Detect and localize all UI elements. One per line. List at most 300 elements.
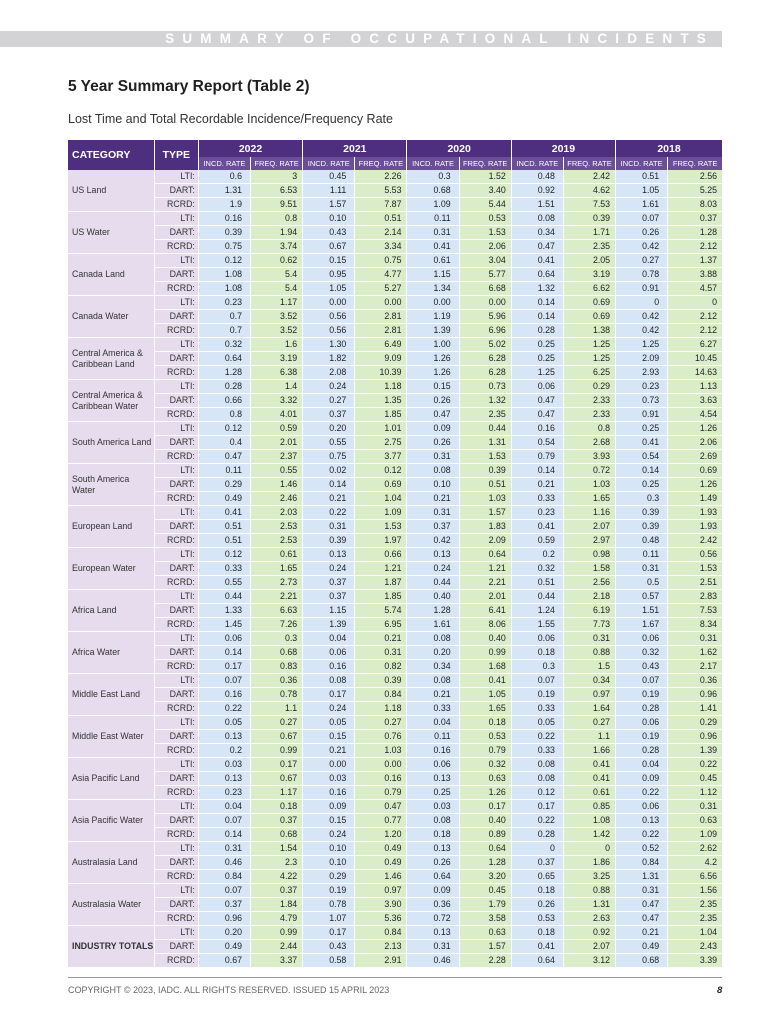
freq-rate-cell: 2.62 — [668, 842, 722, 856]
incd-rate-cell: 0.16 — [303, 786, 355, 800]
type-label: DART: — [154, 226, 198, 240]
freq-rate-cell: 0.99 — [459, 646, 511, 660]
table-row — [68, 296, 722, 310]
table-row — [68, 632, 722, 646]
freq-rate-cell: 1.65 — [563, 492, 615, 506]
freq-rate-cell: 0.67 — [251, 730, 303, 744]
freq-rate-cell: 0.84 — [355, 926, 407, 940]
freq-rate-cell: 0.22 — [668, 758, 722, 772]
freq-rate-cell: 4.01 — [251, 408, 303, 422]
table-row — [68, 618, 722, 632]
incd-rate-cell: 1.28 — [407, 604, 459, 618]
freq-rate-cell: 0.96 — [668, 688, 722, 702]
freq-rate-cell: 1.65 — [251, 562, 303, 576]
freq-rate-cell: 0.47 — [355, 800, 407, 814]
section-banner-text: SUMMARY OF OCCUPATIONAL INCIDENTS — [165, 31, 714, 46]
incd-rate-cell: 0.26 — [407, 436, 459, 450]
freq-rate-cell: 5.02 — [459, 338, 511, 352]
table-row — [68, 604, 722, 618]
freq-rate-cell: 1.5 — [563, 660, 615, 674]
freq-rate-cell: 0.53 — [459, 730, 511, 744]
incd-rate-cell: 0.09 — [303, 800, 355, 814]
freq-rate-cell: 0.00 — [355, 758, 407, 772]
category-label: Central America & Caribbean Land — [68, 338, 154, 380]
incd-rate-cell: 0.3 — [616, 492, 668, 506]
freq-rate-cell: 1.31 — [563, 898, 615, 912]
incd-rate-cell: 1.51 — [511, 198, 563, 212]
type-label: RCRD: — [154, 618, 198, 632]
incd-rate-cell: 0.7 — [198, 310, 250, 324]
incd-rate-cell: 0.14 — [303, 478, 355, 492]
incd-rate-cell: 0.15 — [303, 730, 355, 744]
incd-rate-cell: 0.22 — [616, 828, 668, 842]
incd-rate-cell: 0.18 — [511, 884, 563, 898]
freq-rate-cell: 1.58 — [563, 562, 615, 576]
table-row — [68, 730, 722, 744]
freq-rate-cell: 0.77 — [355, 814, 407, 828]
freq-rate-cell: 1.6 — [251, 338, 303, 352]
freq-rate-cell: 3.37 — [251, 954, 303, 968]
type-label: DART: — [154, 688, 198, 702]
freq-rate-cell: 0.78 — [251, 688, 303, 702]
freq-rate-cell: 3.63 — [668, 394, 722, 408]
incd-rate-cell: 0.14 — [511, 464, 563, 478]
freq-rate-cell: 0.37 — [251, 884, 303, 898]
incd-rate-cell: 0.17 — [198, 660, 250, 674]
incd-rate-cell: 2.08 — [303, 366, 355, 380]
freq-rate-cell: 1.03 — [355, 744, 407, 758]
freq-rate-cell: 1.25 — [563, 352, 615, 366]
freq-rate-cell: 0.82 — [355, 660, 407, 674]
freq-rate-cell: 0.56 — [668, 548, 722, 562]
incd-rate-cell: 0.10 — [303, 856, 355, 870]
incd-rate-cell: 0.26 — [511, 898, 563, 912]
incd-rate-cell: 1.45 — [198, 618, 250, 632]
incd-rate-cell: 0.00 — [303, 296, 355, 310]
freq-rate-cell: 0.63 — [459, 772, 511, 786]
incd-rate-cell: 0.47 — [511, 408, 563, 422]
freq-rate-cell: 1.94 — [251, 226, 303, 240]
freq-rate-cell: 2.37 — [251, 450, 303, 464]
freq-rate-header: FREQ. RATE — [459, 157, 511, 170]
page-subtitle: Lost Time and Total Recordable Incidence/Frequency Rate — [68, 112, 393, 126]
incd-rate-cell: 0.03 — [198, 758, 250, 772]
incd-rate-cell: 0.56 — [303, 324, 355, 338]
table-row — [68, 744, 722, 758]
incd-rate-cell: 0.19 — [616, 730, 668, 744]
type-label: RCRD: — [154, 744, 198, 758]
freq-rate-cell: 6.62 — [563, 282, 615, 296]
freq-rate-cell: 1.13 — [668, 380, 722, 394]
freq-rate-cell: 0.88 — [563, 646, 615, 660]
incd-rate-cell: 1.09 — [407, 198, 459, 212]
freq-rate-cell: 2.13 — [355, 940, 407, 954]
freq-rate-cell: 1.37 — [668, 254, 722, 268]
incd-rate-cell: 0.44 — [511, 590, 563, 604]
incd-rate-cell: 0.22 — [198, 702, 250, 716]
table-body — [68, 170, 722, 968]
incd-rate-cell: 0.31 — [616, 562, 668, 576]
freq-rate-cell: 1.03 — [563, 478, 615, 492]
freq-rate-cell: 0.31 — [668, 800, 722, 814]
freq-rate-cell: 0.45 — [459, 884, 511, 898]
freq-rate-cell: 0.73 — [459, 380, 511, 394]
incd-rate-cell: 0.06 — [616, 716, 668, 730]
type-label: LTI: — [154, 170, 198, 184]
type-label: LTI: — [154, 590, 198, 604]
table-row — [68, 870, 722, 884]
incd-rate-cell: 0.64 — [511, 268, 563, 282]
freq-rate-cell: 0.44 — [459, 422, 511, 436]
type-label: DART: — [154, 268, 198, 282]
freq-rate-cell: 0 — [563, 842, 615, 856]
category-label: Asia Pacific Land — [68, 758, 154, 800]
freq-rate-cell: 3.40 — [459, 184, 511, 198]
incd-rate-cell: 0.49 — [198, 492, 250, 506]
incd-rate-cell: 1.39 — [407, 324, 459, 338]
freq-rate-cell: 0.8 — [563, 422, 615, 436]
incd-rate-cell: 0.95 — [303, 268, 355, 282]
table-row — [68, 898, 722, 912]
incd-rate-cell: 0.6 — [198, 170, 250, 184]
table-row — [68, 450, 722, 464]
freq-rate-cell: 0.34 — [563, 674, 615, 688]
freq-rate-header: FREQ. RATE — [251, 157, 303, 170]
freq-rate-cell: 3.88 — [668, 268, 722, 282]
incd-rate-cell: 0.05 — [303, 716, 355, 730]
freq-rate-cell: 1.17 — [251, 786, 303, 800]
incd-rate-cell: 0.18 — [511, 646, 563, 660]
incd-rate-cell: 1.07 — [303, 912, 355, 926]
type-label: RCRD: — [154, 786, 198, 800]
freq-rate-cell: 0.59 — [251, 422, 303, 436]
footer-divider — [68, 977, 722, 978]
incd-rate-cell: 0.25 — [616, 478, 668, 492]
incd-rate-cell: 1.24 — [511, 604, 563, 618]
freq-rate-cell: 3.04 — [459, 254, 511, 268]
incd-rate-cell: 1.19 — [407, 310, 459, 324]
incd-rate-cell: 0.19 — [511, 688, 563, 702]
incd-rate-cell: 0.16 — [198, 212, 250, 226]
incd-rate-cell: 0.64 — [198, 352, 250, 366]
incd-rate-cell: 0.51 — [198, 534, 250, 548]
freq-rate-cell: 4.57 — [668, 282, 722, 296]
freq-rate-cell: 0.96 — [668, 730, 722, 744]
incd-rate-cell: 0.61 — [407, 254, 459, 268]
freq-rate-cell: 0.72 — [563, 464, 615, 478]
incd-rate-cell: 0.18 — [511, 926, 563, 940]
incd-rate-cell: 0.39 — [616, 520, 668, 534]
freq-rate-cell: 0.12 — [355, 464, 407, 478]
freq-rate-cell: 6.95 — [355, 618, 407, 632]
freq-rate-cell: 3.34 — [355, 240, 407, 254]
incd-rate-cell: 0.34 — [407, 660, 459, 674]
incd-rate-cell: 0.10 — [303, 212, 355, 226]
incd-rate-cell: 0.21 — [616, 926, 668, 940]
type-label: RCRD: — [154, 870, 198, 884]
freq-rate-cell: 5.27 — [355, 282, 407, 296]
freq-rate-cell: 1.53 — [668, 562, 722, 576]
freq-rate-cell: 1.26 — [668, 478, 722, 492]
incd-rate-cell: 0.32 — [616, 646, 668, 660]
incd-rate-cell: 1.33 — [198, 604, 250, 618]
incd-rate-cell: 0.31 — [616, 884, 668, 898]
type-label: LTI: — [154, 884, 198, 898]
incd-rate-header: INCD. RATE — [407, 157, 459, 170]
freq-rate-cell: 0.29 — [668, 716, 722, 730]
type-label: LTI: — [154, 338, 198, 352]
incd-rate-cell: 0.55 — [198, 576, 250, 590]
incd-rate-cell: 0.72 — [407, 912, 459, 926]
freq-rate-cell: 0.18 — [459, 716, 511, 730]
incd-rate-cell: 0.12 — [198, 422, 250, 436]
freq-rate-cell: 0.97 — [355, 884, 407, 898]
incd-rate-cell: 0.33 — [511, 744, 563, 758]
table-row — [68, 436, 722, 450]
incd-rate-cell: 0.41 — [407, 240, 459, 254]
incd-rate-cell: 0.06 — [511, 632, 563, 646]
incd-rate-cell: 0.13 — [407, 842, 459, 856]
year-header: 2020 — [407, 140, 511, 157]
freq-rate-cell: 2.09 — [459, 534, 511, 548]
freq-rate-cell: 1.38 — [563, 324, 615, 338]
incd-rate-cell: 0.91 — [616, 408, 668, 422]
incd-rate-cell: 0.08 — [303, 674, 355, 688]
type-label: LTI: — [154, 422, 198, 436]
freq-rate-cell: 2.01 — [459, 590, 511, 604]
incd-rate-cell: 0.51 — [198, 520, 250, 534]
table-row — [68, 562, 722, 576]
incd-rate-cell: 0.10 — [407, 478, 459, 492]
incd-rate-cell: 0.06 — [303, 646, 355, 660]
freq-rate-cell: 1.26 — [459, 786, 511, 800]
freq-rate-cell: 0.68 — [251, 828, 303, 842]
incd-rate-cell: 0.73 — [616, 394, 668, 408]
category-label: European Land — [68, 506, 154, 548]
incd-rate-cell: 0.28 — [616, 744, 668, 758]
table-row — [68, 716, 722, 730]
incd-rate-cell: 0.96 — [198, 912, 250, 926]
incd-rate-cell: 0.68 — [616, 954, 668, 968]
incd-rate-cell: 0.31 — [407, 226, 459, 240]
freq-rate-cell: 0.17 — [251, 758, 303, 772]
table-row — [68, 828, 722, 842]
year-header: 2022 — [198, 140, 302, 157]
freq-rate-cell: 1.85 — [355, 408, 407, 422]
freq-rate-cell: 1.52 — [459, 170, 511, 184]
table-row — [68, 786, 722, 800]
freq-rate-cell: 3.58 — [459, 912, 511, 926]
table-row — [68, 954, 722, 968]
incd-rate-cell: 0.17 — [511, 800, 563, 814]
incd-rate-cell: 0.37 — [303, 576, 355, 590]
freq-rate-cell: 9.51 — [251, 198, 303, 212]
freq-rate-cell: 0.68 — [251, 646, 303, 660]
freq-rate-cell: 0.66 — [355, 548, 407, 562]
type-label: LTI: — [154, 926, 198, 940]
type-header: TYPE — [154, 140, 198, 170]
incd-rate-cell: 0.39 — [303, 534, 355, 548]
table-row — [68, 478, 722, 492]
incd-rate-cell: 1.32 — [511, 282, 563, 296]
incd-rate-cell: 0.07 — [616, 212, 668, 226]
table-row — [68, 170, 722, 184]
incd-rate-cell: 0.16 — [511, 422, 563, 436]
incd-rate-cell: 0.31 — [198, 842, 250, 856]
freq-rate-cell: 3.19 — [563, 268, 615, 282]
incd-rate-cell: 0.09 — [616, 772, 668, 786]
incd-rate-cell: 0.26 — [407, 394, 459, 408]
incd-rate-cell: 0.19 — [303, 884, 355, 898]
incd-rate-cell: 0.14 — [616, 464, 668, 478]
freq-rate-cell: 2.81 — [355, 324, 407, 338]
table-row — [68, 940, 722, 954]
freq-rate-cell: 0.99 — [251, 926, 303, 940]
table-row — [68, 548, 722, 562]
incd-rate-cell: 0.24 — [407, 562, 459, 576]
incd-rate-cell: 2.09 — [616, 352, 668, 366]
incd-rate-cell: 1.82 — [303, 352, 355, 366]
table-row — [68, 534, 722, 548]
freq-rate-cell: 0.41 — [563, 758, 615, 772]
freq-rate-cell: 6.27 — [668, 338, 722, 352]
table-row — [68, 492, 722, 506]
incd-rate-cell: 0.79 — [511, 450, 563, 464]
incd-rate-cell: 0.41 — [511, 520, 563, 534]
type-label: RCRD: — [154, 366, 198, 380]
freq-rate-cell: 1.85 — [355, 590, 407, 604]
freq-rate-cell: 2.91 — [355, 954, 407, 968]
table-row — [68, 184, 722, 198]
page-number: 8 — [717, 985, 723, 996]
incd-rate-cell: 0.25 — [407, 786, 459, 800]
type-label: DART: — [154, 478, 198, 492]
freq-rate-cell: 1.35 — [355, 394, 407, 408]
freq-rate-cell: 2.28 — [459, 954, 511, 968]
freq-rate-cell: 2.05 — [563, 254, 615, 268]
incd-rate-cell: 1.05 — [616, 184, 668, 198]
freq-rate-cell: 0.89 — [459, 828, 511, 842]
incd-rate-cell: 1.39 — [303, 618, 355, 632]
table-row — [68, 310, 722, 324]
freq-rate-cell: 1.93 — [668, 506, 722, 520]
incd-rate-cell: 0.33 — [407, 702, 459, 716]
freq-rate-cell: 5.4 — [251, 268, 303, 282]
type-label: LTI: — [154, 506, 198, 520]
freq-rate-cell: 3.39 — [668, 954, 722, 968]
freq-rate-cell: 2.03 — [251, 506, 303, 520]
incd-rate-cell: 0.49 — [616, 940, 668, 954]
incd-rate-cell: 0.16 — [407, 744, 459, 758]
incd-rate-cell: 1.67 — [616, 618, 668, 632]
freq-rate-cell: 2.21 — [459, 576, 511, 590]
freq-rate-cell: 1.41 — [668, 702, 722, 716]
freq-rate-cell: 0.63 — [668, 814, 722, 828]
incd-rate-cell: 0.05 — [198, 716, 250, 730]
type-label: DART: — [154, 352, 198, 366]
incd-rate-cell: 0.59 — [511, 534, 563, 548]
incd-rate-cell: 0.00 — [407, 296, 459, 310]
incd-rate-header: INCD. RATE — [303, 157, 355, 170]
freq-rate-cell: 6.19 — [563, 604, 615, 618]
freq-rate-cell: 0.27 — [355, 716, 407, 730]
freq-rate-cell: 3.12 — [563, 954, 615, 968]
freq-rate-cell: 2.35 — [668, 898, 722, 912]
incd-rate-cell: 0.58 — [303, 954, 355, 968]
freq-rate-cell: 1.4 — [251, 380, 303, 394]
type-label: LTI: — [154, 212, 198, 226]
incd-rate-cell: 0.53 — [511, 912, 563, 926]
freq-rate-cell: 7.53 — [668, 604, 722, 618]
type-label: LTI: — [154, 548, 198, 562]
freq-rate-cell: 1.39 — [668, 744, 722, 758]
incd-rate-cell: 0.08 — [511, 212, 563, 226]
freq-rate-cell: 0.75 — [355, 254, 407, 268]
incd-rate-cell: 0.22 — [303, 506, 355, 520]
table-row — [68, 338, 722, 352]
freq-rate-cell: 1.20 — [355, 828, 407, 842]
incd-rate-cell: 0.06 — [616, 632, 668, 646]
incd-rate-cell: 0.08 — [407, 814, 459, 828]
incd-rate-cell: 0.3 — [511, 660, 563, 674]
freq-rate-cell: 1.1 — [563, 730, 615, 744]
freq-rate-cell: 1.08 — [563, 814, 615, 828]
freq-rate-cell: 1.25 — [563, 338, 615, 352]
incd-rate-cell: 0.17 — [303, 688, 355, 702]
incd-rate-cell: 0.29 — [198, 478, 250, 492]
freq-rate-cell: 1.54 — [251, 842, 303, 856]
freq-rate-cell: 1.56 — [668, 884, 722, 898]
incd-rate-cell: 0.47 — [198, 450, 250, 464]
freq-rate-cell: 6.49 — [355, 338, 407, 352]
incd-rate-cell: 0.13 — [407, 548, 459, 562]
incd-rate-cell: 1.31 — [616, 870, 668, 884]
freq-rate-cell: 6.63 — [251, 604, 303, 618]
freq-rate-cell: 1.18 — [355, 380, 407, 394]
freq-rate-cell: 1.53 — [459, 226, 511, 240]
table-row — [68, 688, 722, 702]
incd-rate-cell: 0.28 — [511, 828, 563, 842]
category-label: Australasia Water — [68, 884, 154, 926]
incd-rate-cell: 0.14 — [511, 296, 563, 310]
incd-rate-cell: 0.8 — [198, 408, 250, 422]
freq-rate-cell: 1.17 — [251, 296, 303, 310]
incd-rate-cell: 0.26 — [407, 856, 459, 870]
incd-rate-cell: 0.39 — [616, 506, 668, 520]
freq-rate-cell: 6.68 — [459, 282, 511, 296]
incd-rate-cell: 0.31 — [407, 506, 459, 520]
freq-rate-cell: 5.25 — [668, 184, 722, 198]
type-label: DART: — [154, 184, 198, 198]
table-row — [68, 758, 722, 772]
incd-rate-cell: 1.05 — [303, 282, 355, 296]
incd-rate-cell: 0.54 — [511, 436, 563, 450]
incd-rate-cell: 0.24 — [303, 702, 355, 716]
freq-rate-cell: 2.07 — [563, 520, 615, 534]
incd-rate-cell: 1.61 — [616, 198, 668, 212]
incd-rate-cell: 1.30 — [303, 338, 355, 352]
freq-rate-cell: 0.39 — [563, 212, 615, 226]
category-label: Africa Water — [68, 632, 154, 674]
freq-rate-cell: 0.27 — [563, 716, 615, 730]
incd-rate-cell: 1.15 — [407, 268, 459, 282]
incd-rate-cell: 0.7 — [198, 324, 250, 338]
incd-rate-cell: 0.84 — [198, 870, 250, 884]
incd-rate-cell: 0.54 — [616, 450, 668, 464]
freq-rate-cell: 0.16 — [355, 772, 407, 786]
type-label: RCRD: — [154, 198, 198, 212]
freq-rate-cell: 0.37 — [668, 212, 722, 226]
